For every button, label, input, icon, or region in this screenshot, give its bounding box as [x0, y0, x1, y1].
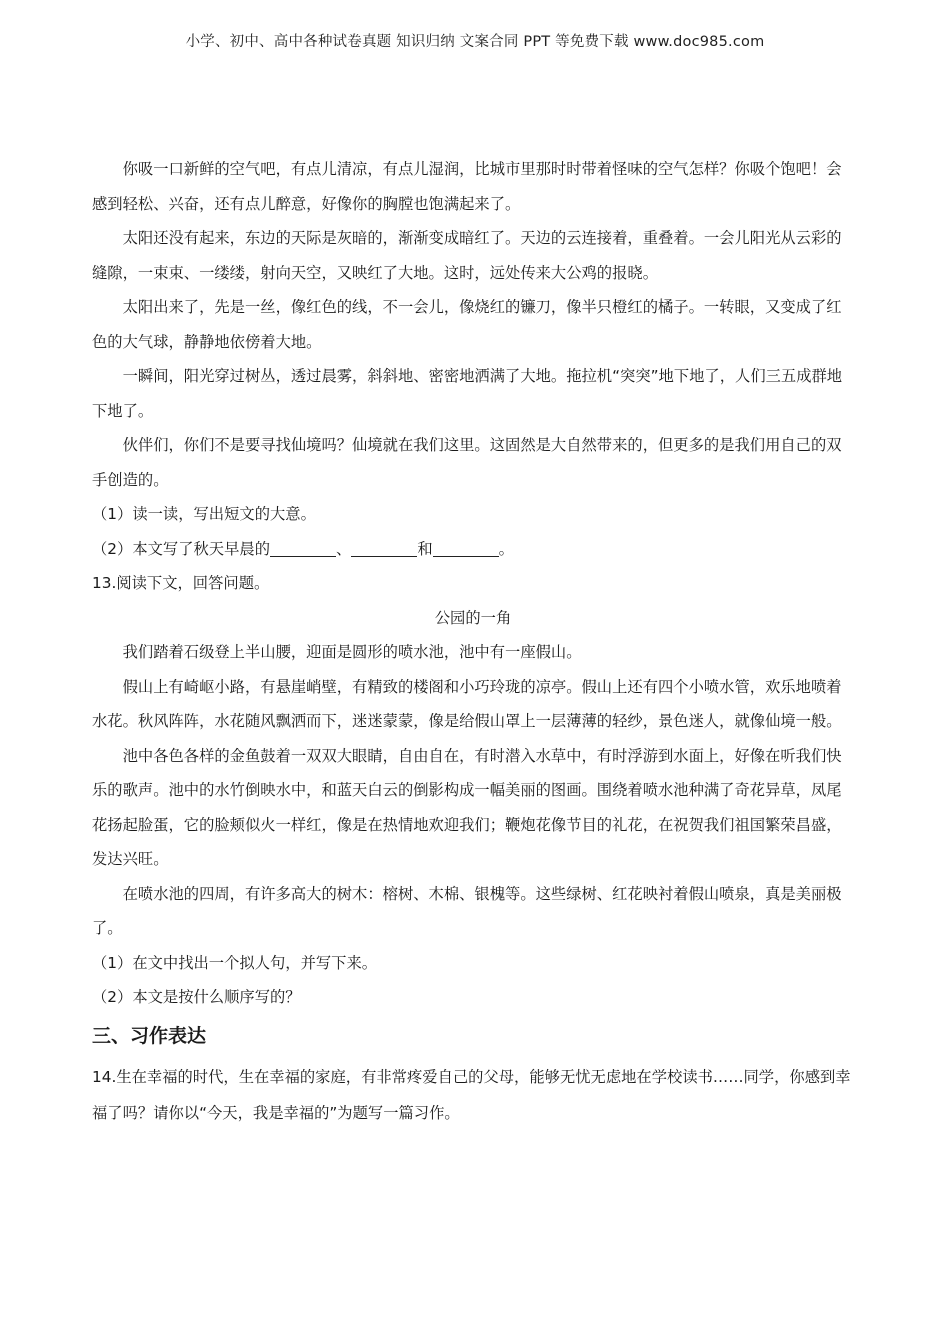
answer-blank[interactable] [433, 538, 499, 557]
q13-title: 公园的一角 [434, 608, 512, 627]
passage1-paragraph: 一瞬间，阳光穿过树丛，透过晨雾，斜斜地、密密地洒满了大地。拖拉机“突突”地下地了，人们三五成群地下地了。 [92, 367, 843, 420]
passage1-question-2 [92, 532, 854, 567]
passage1-paragraph: 你吸一口新鲜的空气吧，有点儿清凉，有点儿湿润，比城市里那时时带着怪味的空气怎样？你吸个饱吧！会感到轻松、兴奋，还有点儿醉意，好像你的胸膛也饱满起来了。 [92, 160, 842, 213]
q14-text: 14.生在幸福的时代，生在幸福的家庭，有非常疼爱自己的父母，能够无忧无虑地在学校读书……同学，你感到幸福了吗？请你以“今天，我是幸福的”为题写一篇习作。 [92, 1067, 851, 1122]
answer-blank[interactable] [270, 538, 336, 557]
q13-question-2: （2）本文是按什么顺序写的？ [92, 988, 301, 1006]
q13-paragraph: 在喷水池的四周，有许多高大的树木：榕树、木棉、银槐等。这些绿树、红花映衬着假山喷泉，真是美丽极了。 [92, 884, 842, 937]
q13-paragraph: 池中各色各样的金鱼鼓着一双双大眼睛，自由自在，有时潜入水草中，有时浮游到水面上，好像在听我们快乐的歌声。池中的水竹倒映水中，和蓝天白云的倒影构成一幅美丽的图画。围绕着喷水池种满了奇花异草，凤尾花扬起脸蛋，它的脸颊似火一样红，像是在热情地欢迎我们；鞭炮花像节目的礼花，在祝贺我们祖国繁荣昌盛，发达兴旺。 [92, 746, 842, 868]
document-body [92, 152, 854, 1131]
passage1-paragraph: 伙伴们，你们不是要寻找仙境吗？仙境就在我们这里。这固然是大自然带来的，但更多的是我们用自己的双手创造的。 [92, 436, 842, 489]
section-3-heading: 三、习作表达 [92, 1024, 207, 1047]
q13-intro: 13.阅读下文，回答问题。 [92, 574, 270, 592]
passage1-paragraph: 太阳还没有起来，东边的天际是灰暗的，渐渐变成暗红了。天边的云连接着，重叠着。一会儿阳光从云彩的缝隙，一束束、一缕缕，射向天空，又映红了大地。这时，远处传来大公鸡的报晓。 [92, 229, 842, 282]
question-2-prefix: （2）本文写了秋天早晨的 [92, 539, 270, 558]
question-2-end: 。 [498, 539, 514, 558]
question-2-separator: 和 [417, 539, 433, 558]
passage1-question-1: （1）读一读，写出短文的大意。 [92, 505, 316, 523]
question-2-separator: 、 [336, 539, 352, 558]
page-header: 小学、初中、高中各种试卷真题 知识归纳 文案合同 PPT 等免费下载 www.doc985.com [185, 34, 765, 50]
passage1-paragraph: 太阳出来了，先是一丝，像红色的线，不一会儿，像烧红的镰刀，像半只橙红的橘子。一转眼，又变成了红色的大气球，静静地依傍着大地。 [92, 298, 842, 351]
q13-question-1: （1）在文中找出一个拟人句，并写下来。 [92, 953, 378, 972]
q14-block [92, 1059, 854, 1131]
q13-paragraph: 假山上有崎岖小路，有悬崖峭壁，有精致的楼阁和小巧玲珑的凉亭。假山上还有四个小喷水管，欢乐地喷着水花。秋风阵阵，水花随风飘洒而下，迷迷蒙蒙，像是给假山罩上一层薄薄的轻纱，景色迷人，就像仙境一般。 [92, 677, 842, 730]
answer-blank[interactable] [351, 538, 417, 557]
q13-paragraph: 我们踏着石级登上半山腰，迎面是圆形的喷水池，池中有一座假山。 [122, 643, 582, 661]
